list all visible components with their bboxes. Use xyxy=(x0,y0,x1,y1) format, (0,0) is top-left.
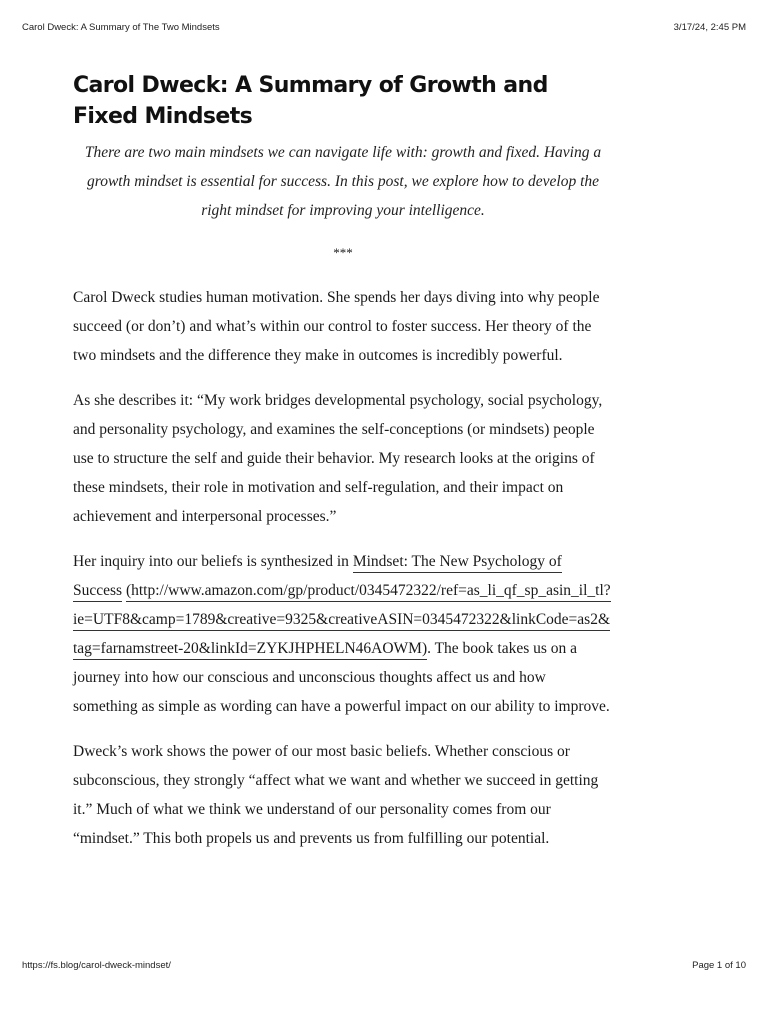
print-header xyxy=(22,22,746,36)
article-title: Carol Dweck: A Summary of Growth and Fixed Mindsets xyxy=(73,73,548,129)
paragraph-3 xyxy=(73,547,613,721)
paragraph-3-lead: Her inquiry into our beliefs is synthesized in xyxy=(73,553,353,570)
paragraph-2: As she describes it: “My work bridges developmental psychology, social psychology, and personality psychology, and examines the self-conceptions (or mindsets) people use to structure the self and guide their behavior. My research looks at the origins of these mindsets, their role in motivation and self-regulation, and their impact on achievement and interpersonal processes.” xyxy=(73,392,603,525)
article-dek: There are two main mindsets we can navigate life with: growth and fixed. Having a growth mindset is essential for success. In this post, we explore how to develop the right mindset for improving your intelligence. xyxy=(84,144,602,219)
print-footer-url: https://fs.blog/carol-dweck-mindset/ xyxy=(22,960,171,971)
print-header-datetime: 3/17/24, 2:45 PM xyxy=(673,22,746,33)
print-footer-page: Page 1 of 10 xyxy=(692,960,746,971)
paragraph-3-rest: . The book takes us on a journey into how our conscious and unconscious thoughts affect us and how something as simple as wording can have a powerful impact on our ability to improve. xyxy=(73,640,610,715)
section-separator: *** xyxy=(333,245,353,260)
book-url-link[interactable]: (http://www.amazon.com/gp/product/0345472322/ref=as_li_qf_sp_asin_il_tl?ie=UTF8&camp=1789&creative=9325&creativeASIN=0345472322&linkCode=as2&tag=farnamstreet-20&linkId=ZYKJHPHELN46AOWM) xyxy=(73,582,611,660)
book-link[interactable]: Mindset: The New Psychology of Success xyxy=(73,553,562,602)
article xyxy=(73,70,613,869)
print-header-title: Carol Dweck: A Summary of The Two Mindsets xyxy=(22,22,220,33)
print-footer xyxy=(22,960,746,974)
paragraph-1: Carol Dweck studies human motivation. She spends her days diving into why people succeed (or don’t) and what’s within our control to foster success. Her theory of the two mindsets and the difference they make in outcomes is incredibly powerful. xyxy=(73,289,600,364)
paragraph-4: Dweck’s work shows the power of our most basic beliefs. Whether conscious or subconscious, they strongly “affect what we want and whether we succeed in getting it.” Much of what we think we understand of our personality comes from our “mindset.” This both propels us and prevents us from fulfilling our potential. xyxy=(73,743,599,847)
article-body xyxy=(73,283,613,853)
